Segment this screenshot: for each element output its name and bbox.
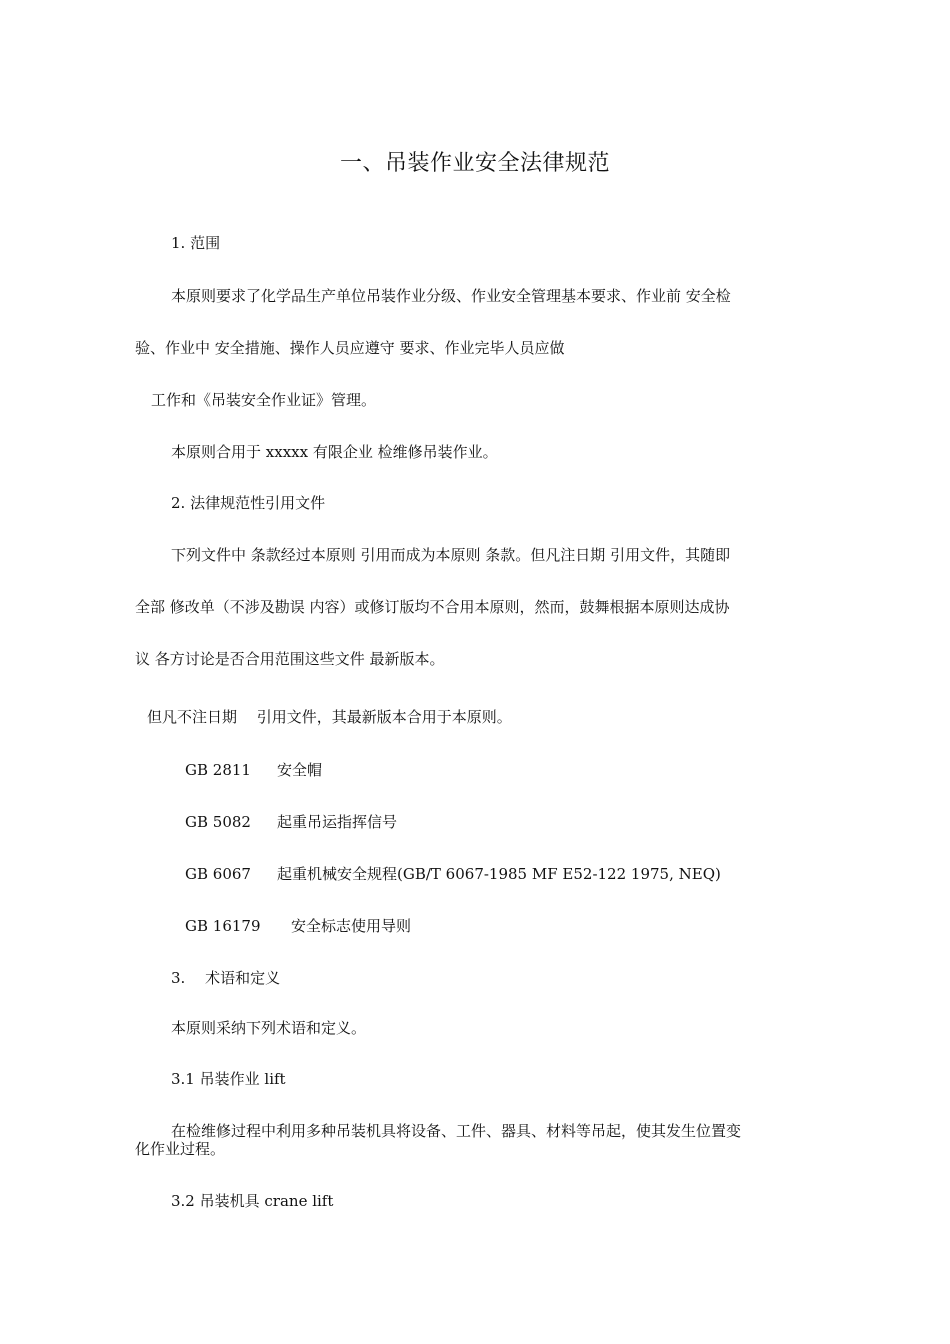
- standard-name: 起重吊运指挥信号: [277, 813, 398, 831]
- section2-para1-line2: 全部 修改单（不涉及勘误 内容）或修订版均不合用本原则，然而，鼓舞根据本原则达成协: [135, 598, 730, 616]
- standard-name: 起重机械安全规程(GB/T 6067-1985 MF E52-122 1975, NEQ): [277, 865, 721, 883]
- section1-para1-line2: 验、作业中 安全措施、操作人员应遵守 要求、作业完毕人员应做: [135, 339, 565, 357]
- section1-para2: 本原则合用于 xxxxx 有限企业 检维修吊装作业。: [171, 443, 498, 461]
- section3-intro: 本原则采纳下列术语和定义。: [171, 1019, 367, 1037]
- standard-item: [185, 917, 411, 935]
- section2-para1-line1: 下列文件中 条款经过本原则 引用而成为本原则 条款。但凡注日期 引用文件，其随即: [171, 546, 731, 564]
- term2-heading: 3.2 吊装机具 crane lift: [171, 1192, 334, 1210]
- term1-def-line2: 化作业过程。: [135, 1140, 226, 1158]
- document-title: 一、吊装作业安全法律规范: [339, 151, 610, 176]
- standard-code: GB 2811: [185, 761, 251, 779]
- section1-para1-line1: 本原则要求了化学品生产单位吊装作业分级、作业安全管理基本要求、作业前 安全检: [171, 287, 731, 305]
- standard-code: GB 5082: [185, 813, 251, 831]
- standard-code: GB 6067: [185, 865, 251, 883]
- section2-para2: 但凡不注日期 引用文件，其最新版本合用于本原则。: [147, 708, 512, 726]
- section2-heading: 2. 法律规范性引用文件: [171, 494, 326, 512]
- standard-name: 安全帽: [277, 761, 323, 779]
- standard-item: [185, 865, 721, 883]
- section2-para1-line3: 议 各方讨论是否合用范围这些文件 最新版本。: [135, 650, 445, 668]
- section3-heading: 3. 术语和定义: [171, 969, 281, 987]
- standard-name: 安全标志使用导则: [291, 917, 412, 935]
- standard-code: GB 16179: [185, 917, 261, 935]
- standard-item: [185, 761, 322, 779]
- term1-def-line1: 在检维修过程中利用多种吊装机具将设备、工件、器具、材料等吊起，使其发生位置变: [171, 1122, 742, 1140]
- standard-item: [185, 813, 397, 831]
- section1-para1-line3: 工作和《吊装安全作业证》管理。: [151, 391, 377, 409]
- term1-heading: 3.1 吊装作业 lift: [171, 1070, 286, 1088]
- section1-heading: 1. 范围: [171, 234, 221, 252]
